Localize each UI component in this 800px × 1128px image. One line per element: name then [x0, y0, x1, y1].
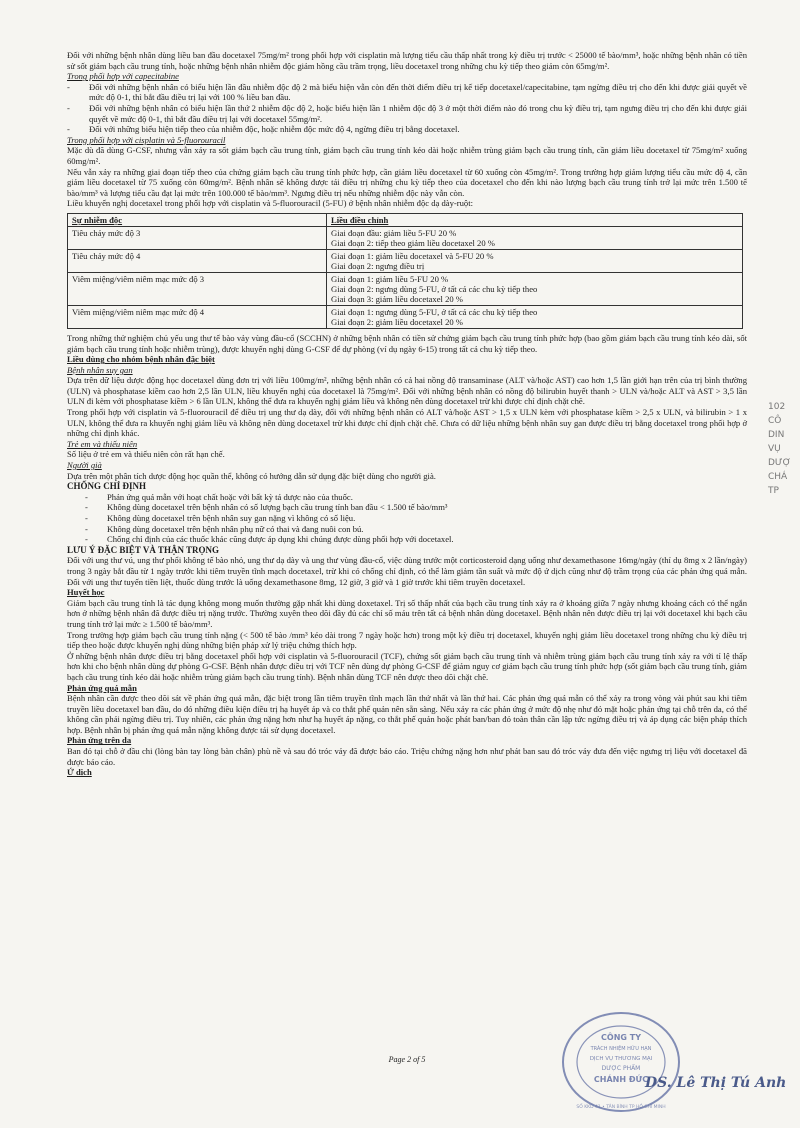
liver-p2: Trong phối hợp với cisplatin và 5-fluorouracil để điều trị ung thư dạ dày, đối với những bệnh nhân có ALT và/hoặc AST > 1,5 x ULN kèm với phosphatase kiềm > 2,5 x ULN, và bilirubin > 1 x ULN, không thể đưa ra khuyến nghị giảm liều và không nên dùng docetaxel trừ khi được chỉ định chặt chẽ. Chưa có dữ liệu những bệnh nhân suy gan được điều trị bằng docetaxel trong phối hợp ở những chỉ định khác.: [67, 407, 747, 439]
stamp-line-2: TRÁCH NHIỆM HỮU HẠN: [590, 1046, 652, 1052]
cape-subtitle: Trong phối hợp với capecitabine: [67, 71, 179, 82]
table-header-toxicity: Sự nhiễm độc: [68, 213, 327, 226]
old-paragraph: Dựa trên một phân tích dược động học quần thể, không có hướng dẫn sử dụng đặc biệt dùng cho người già.: [67, 470, 436, 481]
table-cell: Tiêu chảy mức độ 4: [68, 249, 327, 272]
stamp-icon: [560, 1010, 682, 1114]
cis5fu-p1: Mặc dù đã dùng G-CSF, nhưng vẫn xảy ra sốt giảm bạch cầu trung tính, giảm bạch cầu trung tính kéo dài hoặc nhiễm trùng giảm bạch cầu trung tính, cần giảm liều docetaxel từ 75mg/m² xuống 60mg/m².: [67, 145, 747, 166]
cis5fu-p3: Liều khuyến nghị docetaxel trong phối hợp với cisplatin và 5-fluorouracil (5-FU) ở bệnh nhân nhiễm độc dạ dày-ruột:: [67, 198, 473, 209]
contra-item-3: - Không dùng docetaxel trên bệnh nhân suy gan nặng vì không có số liệu.: [85, 513, 356, 523]
margin-stamp-fragment: 102 CÔ DIN VỤ DƯỢ CHÁ TP: [768, 402, 791, 496]
contra-item-1: - Phản ứng quá mẫn với hoạt chất hoặc với bất kỳ tá dược nào của thuốc.: [85, 491, 353, 502]
table-cell: Viêm miệng/viêm niêm mạc mức độ 4: [68, 305, 327, 328]
old-subtitle: Người già: [67, 460, 102, 471]
toxicity-table: [67, 213, 743, 329]
child-subtitle: Trẻ em và thiếu niên: [67, 438, 138, 449]
intro-paragraph: Đối với những bệnh nhân dùng liều ban đầu docetaxel 75mg/m² trong phối hợp với cisplatin mà lượng tiểu cầu thấp nhất trong kỳ điều trị trước < 25000 tế bào/mm³, hoặc những bệnh nhân có tiền sử sốt giảm bạch cầu trung tính, hoặc những bệnh nhân nhiễm độc giảm hồng cầu trầm trọng, liều docetaxel trong những chu kỳ tiếp theo giảm còn 65mg/m².: [67, 50, 747, 71]
contra-item-2: - Không dùng docetaxel trên bệnh nhân có số lượng bạch cầu trung tính ban đầu < 1.500 tế bào/mm³: [85, 502, 448, 513]
table-row: [68, 226, 743, 249]
scchn-paragraph: Trong những thử nghiệm chủ yếu ung thư tế bào vảy vùng đầu-cổ (SCCHN) ở những bệnh nhân có tiền sử chứng giảm bạch cầu trung tính phức hợp (bao gồm giảm bạch cầu trung tính kéo dài, sốt giảm bạch cầu trung tính hoặc nhiễm trùng), được khuyến nghị dùng G-CSF để dự phòng (ví dụ ngày 6-15) trong tất cả chu kỳ tiếp theo.: [67, 332, 747, 354]
table-header-adjust: Liều điều chỉnh: [327, 213, 743, 226]
table-row: [68, 249, 743, 272]
heme-p3: Ở những bệnh nhân được điều trị bằng docetaxel phối hợp với cisplatin và 5-fluorouracil (TCF), chứng sốt giảm bạch cầu trung tính và nhiễm trùng giảm bạch cầu trung tính xảy ra với tỉ lệ thấp hơn khi cho bệnh nhân dùng dự phòng G-CSF. Bệnh nhân được điều trị với TCF nên dùng dự phòng G-CSF để giảm nguy cơ giảm bạch cầu trung tính phức hợp (sốt giảm bạch cầu trung tính, giảm bạch cầu trung tính kéo dài hoặc nhiễm trùng giảm bạch cầu trung tính). Bệnh nhân dùng TCF nên được theo dõi chặt chẽ.: [67, 650, 747, 682]
caution-title: LƯU Ý ĐẶC BIỆT VÀ THẬN TRỌNG: [67, 544, 220, 555]
table-cell: Giai đoạn 1: giảm liều 5-FU 20 % Giai đoạn 2: ngưng dùng 5-FU, ở tất cả các chu kỳ tiếp theo Giai đoạn 3: giảm liều docetaxel 20 %: [327, 272, 743, 305]
contra-title: CHỐNG CHỈ ĐỊNH: [67, 481, 147, 492]
stamp-line-5: CHÁNH ĐỨC: [593, 1075, 649, 1084]
contra-item-4: - Không dùng docetaxel trên bệnh nhân phụ nữ có thai và đang nuôi con bú.: [85, 523, 364, 534]
stamp-line-1: CÔNG TY: [601, 1033, 641, 1042]
table-cell: Viêm miệng/viêm niêm mạc mức độ 3: [68, 272, 327, 305]
cape-item-2: - Đối với những bệnh nhân có biểu hiện lần thứ 2 nhiễm độc độ 2, hoặc biểu hiện lần 1 nhiễm độc độ 3 ở một thời điểm nào đó trong chu kỳ điều trị, tạm ngưng điều trị cho đến khi được giải quyết về mức độ 0-1, thì bắt đầu điều trị lại với docetaxel 55mg/m².: [67, 102, 747, 124]
heme-title: Huyết học: [67, 587, 105, 598]
stamp-line-3: DỊCH VỤ THƯƠNG MẠI: [589, 1056, 653, 1062]
table-row: [68, 305, 743, 328]
special-title: Liều dùng cho nhóm bệnh nhân đặc biệt: [67, 354, 215, 365]
liver-p1: Dựa trên dữ liệu dược động học docetaxel dùng đơn trị với liều 100mg/m², những bệnh nhân có cả hai nồng độ transaminase (ALT và/hoặc AST) cao hơn 1,5 lần giới hạn trên của trị bình thường (ULN) và phosphatase kiềm cao hơn 2,5 lần ULN, liều khuyến nghị của docetaxel là 75mg/m². Đối với những bệnh nhân có nồng độ bilirubin huyết thanh > ULN và/hoặc ALT và AST > 3,5 lần ULN đi kèm với phosphatase kiềm > 6 lần ULN, không thể đưa ra khuyến nghị giảm liều và không nên dùng docetaxel trừ khi được chỉ định chặt chẽ.: [67, 375, 747, 407]
liver-subtitle: Bệnh nhân suy gan: [67, 364, 133, 375]
next-section-title: Ứ dịch: [67, 767, 92, 778]
hyper-paragraph: Bệnh nhân cần được theo dõi sát về phản ứng quá mẫn, đặc biệt trong lần tiêm truyền tĩnh mạch lần thứ nhất và lần thứ hai. Các phản ứng quá mẫn có thể xảy ra trong vòng vài phút sau khi tiêm truyền liều docetaxel ban đầu, do đó những điều kiện điều trị hạ huyết áp và co thắt phế quản nên sẵn sàng. Nếu xảy ra các phản ứng ở mức độ nhẹ như đỏ mặt hoặc phản ứng tại chỗ trên da, có thể không cần phải ngừng điều trị. Tuy nhiên, các phản ứng nặng hơn như hạ huyết áp nặng, co thắt phế quản hoặc phát ban/ban đỏ toàn thân cần lập tức ngừng điều trị và áp dụng các biện pháp thích hợp. Bệnh nhân bị phản ứng quá mẫn nặng không được tái sử dụng docetaxel.: [67, 693, 747, 735]
skin-paragraph: Ban đỏ tại chỗ ở đầu chi (lòng bàn tay lòng bàn chân) phù nề và sau đó tróc vảy đã được báo cáo. Triệu chứng nặng hơn như phát ban sau đó tróc vảy đưa đến việc ngưng trị liệu với docetaxel đã được báo cáo.: [67, 746, 747, 767]
cis5fu-subtitle: Trong phối hợp với cisplatin và 5-fluorouracil: [67, 134, 226, 145]
caution-paragraph: Đối với ung thư vú, ung thư phổi không tế bào nhỏ, ung thư dạ dày và ung thư vùng đầu-cổ, việc dùng trước một corticosteroid dạng uống như dexamethasone 16mg/ngày (thí dụ 8mg x 2 lần/ngày) trong 3 ngày bắt đầu từ 1 ngày trước khi tiêm truyền tĩnh mạch docetaxel, trừ khi có chống chỉ định, có thể làm giảm tần suất và mức độ ứ dịch cũng như độ trầm trọng của các phản ứng quá mẫn. Đối với ung thư tuyến tiền liệt, thuốc dùng trước là uống dexamethasone 8mg, 12 giờ, 3 giờ và 1 giờ trước khi tiêm truyền docetaxel.: [67, 555, 747, 587]
stamp-line-4: DƯỢC PHẨM: [601, 1065, 641, 1072]
table-cell: Giai đoạn 1: ngưng dùng 5-FU, ở tất cả các chu kỳ tiếp theo Giai đoạn 2: giảm liều docetaxel 20 %: [327, 305, 743, 328]
table-cell: Giai đoạn 1: giảm liều docetaxel và 5-FU 20 % Giai đoạn 2: ngưng điều trị: [327, 249, 743, 272]
signature: DS. Lê Thị Tú Anh: [645, 1075, 787, 1091]
table-cell: Giai đoạn đầu: giảm liều 5-FU 20 % Giai đoạn 2: tiếp theo giảm liều docetaxel 20 %: [327, 226, 743, 249]
cape-item-1: - Đối với những bệnh nhân có biểu hiện lần đầu nhiễm độc độ 2 mà biểu hiện vẫn còn đến thời điểm điều trị kế tiếp docetaxel/capecitabine, tạm ngừng điều trị cho đến khi được giải quyết về mức độ 0-1, thì bắt đầu điều trị lại với 100 % liều ban đầu.: [67, 81, 747, 103]
child-paragraph: Số liệu ở trẻ em và thiếu niên còn rất hạn chế.: [67, 449, 225, 460]
skin-title: Phản ứng trên da: [67, 735, 132, 746]
heme-p2: Trong trường hợp giảm bạch cầu trung tính nặng (< 500 tế bào /mm³ kéo dài trong 7 ngày hoặc hơn) trong một kỳ điều trị docetaxel, khuyến nghị giảm liều docetaxel trong những chu kỳ điều trị tiếp theo hoặc được khuyến nghị dùng những biện pháp xử lý triệu chứng thích hợp.: [67, 629, 747, 651]
cape-item-3: - Đối với những biểu hiện tiếp theo của nhiễm độc, hoặc nhiễm độc mức độ 4, ngừng điều trị bằng docetaxel.: [67, 124, 460, 135]
table-row: [68, 272, 743, 305]
contra-item-5: - Chống chỉ định của các thuốc khác cũng được áp dụng khi chúng được dùng phối hợp với docetaxel.: [85, 534, 454, 545]
heme-p1: Giảm bạch cầu trung tính là tác dụng không mong muốn thường gặp nhất khi dùng doxetaxel. Trị số thấp nhất của bạch cầu trung tính xảy ra ở khoảng giữa 7 ngày nhưng khoảng cách có thể ngắn hơn ở những bệnh nhân đã được điều trị nặng trước. Thường xuyên theo dõi đầy đủ các chỉ số máu trên tất cả bệnh nhân dùng docetaxel. Bệnh nhân nên được điều trị lại với docetaxel khi bạch cầu trung tính trở lại mức ≥ 1.500 tế bào/mm³.: [67, 597, 747, 629]
cis5fu-p2: Nếu vẫn xảy ra những giai đoạn tiếp theo của chứng giảm bạch cầu trung tính phức hợp, cần giảm liều docetaxel từ 60 xuống còn 45mg/m². Trong trường hợp giảm lượng tiểu cầu mức độ 4, cần giảm liều docetaxel từ 75 xuống còn 60mg/m². Bệnh nhân sẽ không được tái điều trị những chu kỳ tiếp theo của docetaxel cho đến khi nào lượng bạch cầu trung tính trở lại mức trên 1.500 tế bào/mm³ và lượng tiểu cầu đạt lại mức trên 100.000 tế bào/mm³. Ngưng điều trị nếu những nhiễm độc này vẫn còn.: [67, 166, 747, 198]
company-stamp: [560, 1010, 682, 1114]
page-footer: Page 2 of 5: [388, 1055, 426, 1064]
stamp-ring-text: SỐ KKD 41 • TÂN BÌNH TP HỒ CHÍ MINH: [576, 1105, 666, 1110]
table-cell: Tiêu chảy mức độ 3: [68, 226, 327, 249]
hyper-title: Phản ứng quá mẫn: [67, 682, 137, 693]
